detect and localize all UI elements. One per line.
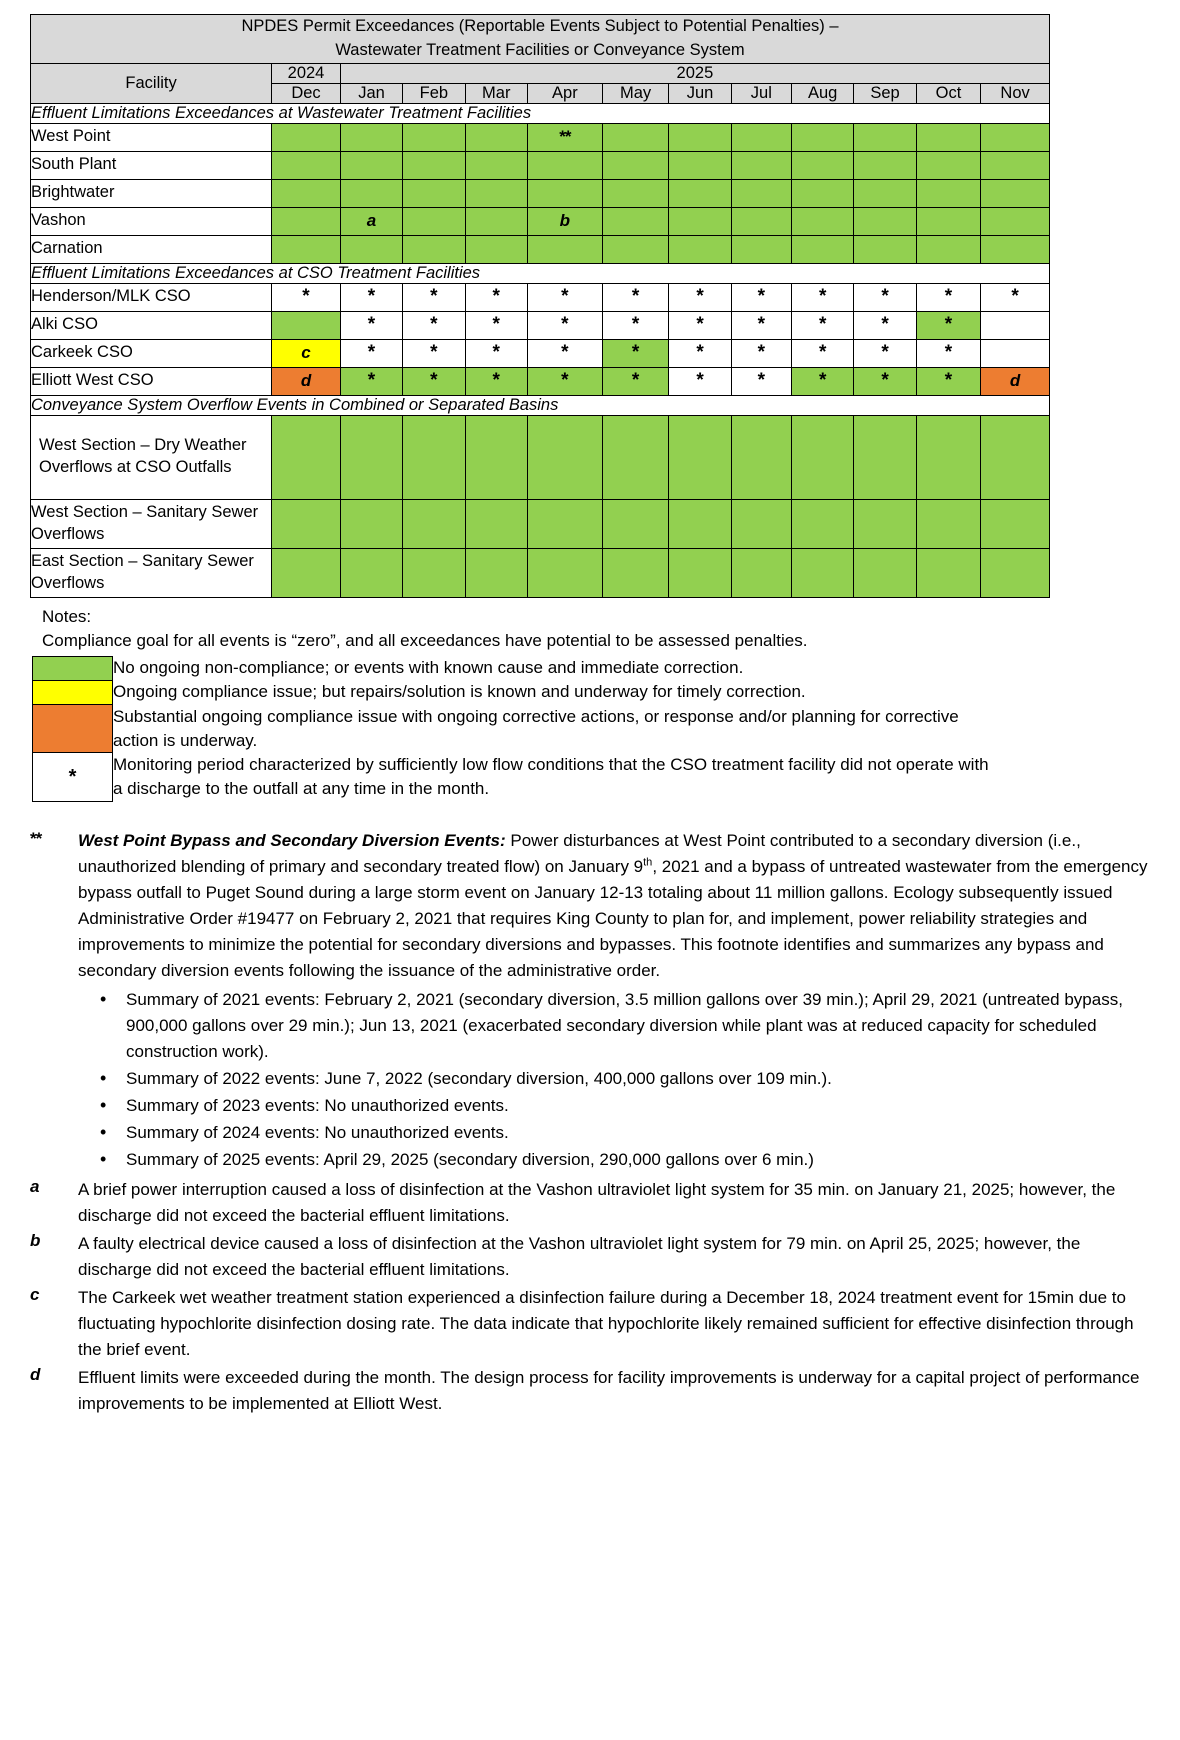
legend-swatch-yellow: [33, 680, 113, 704]
table-title-line2: Wastewater Treatment Facilities or Conveyance System: [335, 40, 745, 59]
status-cell: [854, 179, 916, 207]
status-cell: [731, 283, 791, 311]
status-cell: [403, 339, 465, 367]
status-cell: [792, 499, 854, 548]
footnote-mark-b: b: [30, 1231, 41, 1251]
status-cell: [916, 499, 980, 548]
year-2024-header: 2024: [272, 63, 341, 83]
footnote-mark-c: c: [30, 1285, 40, 1305]
low-flow-asterisk: *: [818, 314, 827, 336]
status-cell: [602, 367, 669, 395]
status-cell: [340, 311, 402, 339]
low-flow-asterisk: *: [818, 286, 827, 308]
status-cell: [403, 151, 465, 179]
status-cell: [465, 311, 527, 339]
status-cell: [854, 499, 916, 548]
low-flow-asterisk: *: [492, 314, 500, 336]
status-cell: [669, 367, 731, 395]
footnote-b: [30, 1231, 1150, 1283]
footnote-c: [30, 1285, 1150, 1363]
status-cell: [792, 151, 854, 179]
status-cell: [669, 548, 731, 597]
table-row: [31, 415, 1050, 499]
low-flow-asterisk: *: [881, 286, 889, 308]
status-cell: [340, 499, 402, 548]
status-cell: [340, 367, 402, 395]
low-flow-asterisk: *: [631, 286, 640, 308]
footnote-mark-a: a: [30, 1177, 40, 1197]
status-cell: [272, 207, 341, 235]
footnote-marker-d: d: [1009, 371, 1021, 391]
footnote-bullet-list: [30, 987, 1150, 1173]
low-flow-asterisk: *: [367, 342, 376, 364]
status-cell: [403, 235, 465, 263]
status-cell: [465, 179, 527, 207]
status-cell: [731, 151, 791, 179]
status-cell: [854, 151, 916, 179]
table-title: [31, 15, 1050, 64]
footnote-double-star: [30, 828, 1150, 984]
footnote-marker-b: b: [559, 211, 571, 231]
status-cell: [403, 179, 465, 207]
status-cell: [792, 207, 854, 235]
status-cell: [981, 179, 1050, 207]
list-item: • Summary of 2025 events: April 29, 2025 (secondary diversion, 290,000 gallons over 6 min.): [100, 1147, 1150, 1173]
month-header-dec: Dec: [272, 83, 341, 103]
status-cell: [792, 179, 854, 207]
table-row: [31, 179, 1050, 207]
month-header-feb: Feb: [403, 83, 465, 103]
table-row: [31, 283, 1050, 311]
status-cell: [669, 179, 731, 207]
low-flow-asterisk: *: [430, 370, 438, 392]
status-cell: [854, 415, 916, 499]
status-cell: [854, 235, 916, 263]
status-cell: [272, 367, 341, 395]
facility-name: West Point: [31, 123, 272, 151]
status-cell: [981, 367, 1050, 395]
status-cell: [403, 283, 465, 311]
low-flow-asterisk: *: [492, 342, 500, 364]
footnote-text-b: A faulty electrical device caused a loss of disinfection at the Vashon ultraviolet light system for 79 min. on April 25, 2025; however, the discharge did not exceed the bacterial effluent limitations.: [78, 1234, 1081, 1280]
facility-name: Elliott West CSO: [31, 367, 272, 395]
section-heading-2: Conveyance System Overflow Events in Combined or Separated Basins: [31, 395, 1050, 415]
facility-name: Carnation: [31, 235, 272, 263]
status-cell: [854, 367, 916, 395]
status-cell: [465, 339, 527, 367]
status-cell: [916, 311, 980, 339]
status-cell: [340, 339, 402, 367]
status-cell: [731, 367, 791, 395]
low-flow-asterisk: *: [631, 314, 640, 336]
low-flow-asterisk: *: [757, 286, 766, 308]
footnote-text-c: The Carkeek wet weather treatment station experienced a disinfection failure during a December 18, 2024 treatment event for 15min due to fluctuating hypochlorite disinfection dosing rate. The data indicate that hypochlorite likely remained sufficient for effective disinfection through the brief event.: [78, 1288, 1134, 1360]
status-cell: [854, 123, 916, 151]
footnote-mark-d: d: [30, 1365, 41, 1385]
low-flow-asterisk: *: [944, 286, 953, 308]
section-heading-row: [31, 395, 1050, 415]
month-header-nov: Nov: [981, 83, 1050, 103]
low-flow-asterisk: *: [944, 370, 953, 392]
year-header-row: [31, 63, 1050, 83]
footnote-text-a: A brief power interruption caused a loss of disinfection at the Vashon ultraviolet light system for 35 min. on January 21, 2025; however, the discharge did not exceed the bacterial effluent limitations.: [78, 1180, 1116, 1226]
status-cell: [465, 499, 527, 548]
status-cell: [916, 339, 980, 367]
status-cell: [465, 548, 527, 597]
table-row: [31, 207, 1050, 235]
status-cell: [272, 548, 341, 597]
status-cell: [792, 311, 854, 339]
status-cell: [340, 283, 402, 311]
status-cell: [981, 499, 1050, 548]
footnotes-section: [30, 828, 1150, 1417]
table-row: [31, 367, 1050, 395]
low-flow-asterisk: *: [696, 370, 704, 392]
list-item: • Summary of 2021 events: February 2, 2021 (secondary diversion, 3.5 million gallons over 39 min.); April 29, 2021 (untreated bypass, 900,000 gallons over 29 min.); Jun 13, 2021 (exacerbated secondary diversion while plant was at reduced capacity for scheduled construction work).: [100, 987, 1150, 1065]
status-cell: [916, 415, 980, 499]
low-flow-asterisk: *: [881, 314, 889, 336]
status-cell: [981, 207, 1050, 235]
status-cell: [669, 415, 731, 499]
legend-row: [33, 680, 993, 704]
status-cell: [916, 123, 980, 151]
low-flow-asterisk: *: [881, 342, 889, 364]
status-cell: [731, 415, 791, 499]
footnote-marker-c: c: [301, 343, 311, 363]
status-cell: [403, 499, 465, 548]
status-cell: [602, 311, 669, 339]
lettered-footnotes: [30, 1177, 1150, 1417]
low-flow-asterisk: *: [944, 314, 953, 336]
status-cell: [602, 151, 669, 179]
notes-label: Notes:: [42, 606, 92, 626]
status-cell: [792, 123, 854, 151]
status-cell: [465, 283, 527, 311]
legend-swatch-green: [33, 656, 113, 680]
low-flow-asterisk: *: [757, 314, 766, 336]
month-header-apr: Apr: [527, 83, 602, 103]
status-cell: [272, 499, 341, 548]
status-cell: [403, 548, 465, 597]
footnote-lead-title: West Point Bypass and Secondary Diversion Events:: [78, 831, 506, 851]
low-flow-asterisk: *: [1011, 286, 1019, 308]
status-cell: [272, 415, 341, 499]
status-cell: [731, 179, 791, 207]
status-cell: [854, 283, 916, 311]
status-cell: [340, 548, 402, 597]
low-flow-asterisk: *: [430, 314, 438, 336]
notes-section: [30, 607, 1150, 803]
table-row: [31, 151, 1050, 179]
legend-description: Substantial ongoing compliance issue with ongoing corrective actions, or response and/or planning for corrective action is underway.: [113, 706, 959, 750]
status-cell: [403, 311, 465, 339]
legend-swatch-orange: [33, 705, 113, 753]
status-cell: [527, 123, 602, 151]
low-flow-asterisk: *: [492, 370, 500, 392]
facility-header: Facility: [31, 63, 272, 103]
table-row: [31, 499, 1050, 548]
status-cell: [527, 311, 602, 339]
footnote-body-part1: Power disturbances at West Point contributed to a secondary diversion (i.e., unauthorized blending of primary and secondary treated flow) on January 9: [78, 831, 1081, 877]
low-flow-asterisk: *: [818, 342, 827, 364]
status-cell: [403, 367, 465, 395]
status-cell: [340, 151, 402, 179]
status-cell: [854, 339, 916, 367]
status-cell: [669, 499, 731, 548]
year-2025-header: 2025: [340, 63, 1049, 83]
status-cell: [602, 499, 669, 548]
footnote-body-part2: , 2021 and a bypass of untreated wastewater from the emergency bypass outfall to Puget Sound during a large storm event on January 12-13 totaling about 11 million gallons. Ecology subsequently issued Administrative Order #19477 on February 2, 2021 that requires King County to plan for, and implement, power reliability strategies and improvements to minimize the potential for secondary diversions and bypasses. This footnote identifies and summarizes any bypass and secondary diversion events following the issuance of the administrative order.: [78, 857, 1148, 981]
status-cell: [602, 339, 669, 367]
status-cell: [527, 235, 602, 263]
status-cell: [669, 339, 731, 367]
month-header-oct: Oct: [916, 83, 980, 103]
facility-name: West Section – Sanitary Sewer Overflows: [31, 499, 272, 548]
status-cell: [465, 123, 527, 151]
legend-row: [33, 705, 993, 753]
month-header-aug: Aug: [792, 83, 854, 103]
status-cell: [792, 367, 854, 395]
status-cell: [465, 367, 527, 395]
low-flow-asterisk: *: [430, 342, 438, 364]
status-cell: [340, 235, 402, 263]
status-cell: [340, 123, 402, 151]
low-flow-asterisk: *: [561, 342, 569, 364]
status-cell: [916, 367, 980, 395]
status-cell: [403, 415, 465, 499]
low-flow-asterisk: *: [492, 286, 500, 308]
status-cell: [527, 179, 602, 207]
status-cell: [403, 207, 465, 235]
status-cell: [854, 548, 916, 597]
status-cell: [465, 207, 527, 235]
status-cell: [669, 123, 731, 151]
status-cell: [272, 311, 341, 339]
status-cell: [602, 415, 669, 499]
npdes-exceedance-table: [30, 14, 1050, 598]
status-cell: [602, 207, 669, 235]
footnote-double-star-mark: **: [30, 829, 42, 849]
table-row: [31, 311, 1050, 339]
table-row: [31, 548, 1050, 597]
status-cell: [340, 179, 402, 207]
status-cell: [981, 339, 1050, 367]
status-cell: [792, 283, 854, 311]
facility-name: South Plant: [31, 151, 272, 179]
status-cell: [981, 123, 1050, 151]
status-cell: [731, 311, 791, 339]
status-cell: [792, 548, 854, 597]
status-cell: [527, 367, 602, 395]
status-cell: [602, 179, 669, 207]
status-cell: [527, 499, 602, 548]
status-cell: [981, 283, 1050, 311]
status-cell: [527, 415, 602, 499]
status-cell: [916, 283, 980, 311]
status-cell: [527, 283, 602, 311]
month-header-jun: Jun: [669, 83, 731, 103]
low-flow-asterisk: *: [367, 314, 376, 336]
low-flow-asterisk: *: [561, 286, 569, 308]
low-flow-asterisk: *: [561, 314, 569, 336]
status-cell: [465, 151, 527, 179]
status-cell: [527, 548, 602, 597]
list-item: • Summary of 2023 events: No unauthorized events.: [100, 1093, 1150, 1119]
low-flow-asterisk: *: [757, 370, 766, 392]
list-item: • Summary of 2022 events: June 7, 2022 (secondary diversion, 400,000 gallons over 109 min.).: [100, 1066, 1150, 1092]
status-cell: [669, 311, 731, 339]
status-cell: [527, 207, 602, 235]
status-cell: [731, 548, 791, 597]
status-cell: [731, 339, 791, 367]
status-cell: [854, 311, 916, 339]
status-cell: [916, 179, 980, 207]
footnote-a: [30, 1177, 1150, 1229]
section-heading-1: Effluent Limitations Exceedances at CSO Treatment Facilities: [31, 263, 1050, 283]
status-cell: [731, 207, 791, 235]
status-cell: [669, 235, 731, 263]
month-header-jan: Jan: [340, 83, 402, 103]
status-cell: [916, 207, 980, 235]
low-flow-asterisk: *: [561, 370, 569, 392]
status-cell: [669, 283, 731, 311]
status-cell: [340, 207, 402, 235]
low-flow-asterisk: *: [631, 370, 640, 392]
status-cell: [272, 339, 341, 367]
footnote-text-d: Effluent limits were exceeded during the month. The design process for facility improvements is underway for a capital project of performance improvements to be implemented at Elliott West.: [78, 1368, 1140, 1414]
status-cell: [340, 415, 402, 499]
legend-table: [32, 656, 993, 803]
low-flow-asterisk: *: [818, 370, 827, 392]
table-row: [31, 235, 1050, 263]
list-item: • Summary of 2024 events: No unauthorized events.: [100, 1120, 1150, 1146]
table-title-line1: NPDES Permit Exceedances (Reportable Events Subject to Potential Penalties) –: [241, 17, 839, 35]
status-cell: [792, 415, 854, 499]
bypass-double-asterisk: **: [559, 127, 571, 147]
status-cell: [602, 123, 669, 151]
month-header-sep: Sep: [854, 83, 916, 103]
low-flow-asterisk: *: [631, 342, 640, 364]
legend-row: [33, 656, 993, 680]
month-header-jul: Jul: [731, 83, 791, 103]
status-cell: [792, 339, 854, 367]
month-header-mar: Mar: [465, 83, 527, 103]
legend-description: Monitoring period characterized by sufficiently low flow conditions that the CSO treatment facility did not operate with a discharge to the outfall at any time in the month.: [113, 754, 989, 798]
low-flow-asterisk: *: [757, 342, 766, 364]
footnote-marker-a: a: [366, 211, 377, 231]
status-cell: [916, 548, 980, 597]
status-cell: [669, 207, 731, 235]
facility-name: East Section – Sanitary Sewer Overflows: [31, 548, 272, 597]
facility-name: Henderson/MLK CSO: [31, 283, 272, 311]
status-cell: [916, 235, 980, 263]
status-cell: [981, 151, 1050, 179]
low-flow-asterisk: *: [881, 370, 889, 392]
status-cell: [465, 235, 527, 263]
status-cell: [527, 339, 602, 367]
footnote-marker-d: d: [300, 371, 312, 391]
status-cell: [272, 179, 341, 207]
legend-description: No ongoing non-compliance; or events with known cause and immediate correction.: [113, 658, 744, 678]
status-cell: [272, 123, 341, 151]
status-cell: [272, 151, 341, 179]
compliance-goal-text: Compliance goal for all events is “zero”, and all exceedances have potential to be assessed penalties.: [42, 630, 808, 650]
status-cell: [981, 235, 1050, 263]
status-cell: [602, 235, 669, 263]
status-cell: [981, 311, 1050, 339]
low-flow-asterisk: *: [696, 314, 704, 336]
status-cell: [272, 283, 341, 311]
status-cell: [602, 283, 669, 311]
facility-name: Brightwater: [31, 179, 272, 207]
status-cell: [854, 207, 916, 235]
legend-row: [33, 753, 993, 802]
status-cell: [916, 151, 980, 179]
month-header-may: May: [602, 83, 669, 103]
table-row: [31, 123, 1050, 151]
status-cell: [465, 415, 527, 499]
low-flow-asterisk: *: [430, 286, 438, 308]
footnote-d: [30, 1365, 1150, 1417]
status-cell: [792, 235, 854, 263]
status-cell: [602, 548, 669, 597]
table-title-row: [31, 15, 1050, 64]
low-flow-asterisk: *: [696, 286, 704, 308]
footnote-superscript: th: [643, 856, 653, 869]
section-heading-row: [31, 263, 1050, 283]
facility-name: West Section – Dry Weather Overflows at CSO Outfalls: [31, 415, 272, 499]
footnote-double-star-body: [78, 828, 1150, 984]
status-cell: [981, 548, 1050, 597]
status-cell: [403, 123, 465, 151]
low-flow-asterisk: *: [367, 286, 376, 308]
status-cell: [731, 499, 791, 548]
low-flow-asterisk: *: [944, 342, 953, 364]
status-cell: [669, 151, 731, 179]
facility-name: Carkeek CSO: [31, 339, 272, 367]
low-flow-asterisk: *: [696, 342, 704, 364]
legend-swatch-star: *: [33, 753, 113, 802]
low-flow-asterisk: *: [367, 370, 376, 392]
facility-name: Alki CSO: [31, 311, 272, 339]
status-cell: [731, 235, 791, 263]
table-row: [31, 339, 1050, 367]
status-cell: [527, 151, 602, 179]
status-cell: [731, 123, 791, 151]
legend-description: Ongoing compliance issue; but repairs/solution is known and underway for timely correction.: [113, 682, 806, 702]
section-heading-row: [31, 103, 1050, 123]
facility-name: Vashon: [31, 207, 272, 235]
status-cell: [981, 415, 1050, 499]
section-heading-0: Effluent Limitations Exceedances at Wastewater Treatment Facilities: [31, 103, 1050, 123]
status-cell: [272, 235, 341, 263]
low-flow-asterisk: *: [302, 286, 310, 308]
